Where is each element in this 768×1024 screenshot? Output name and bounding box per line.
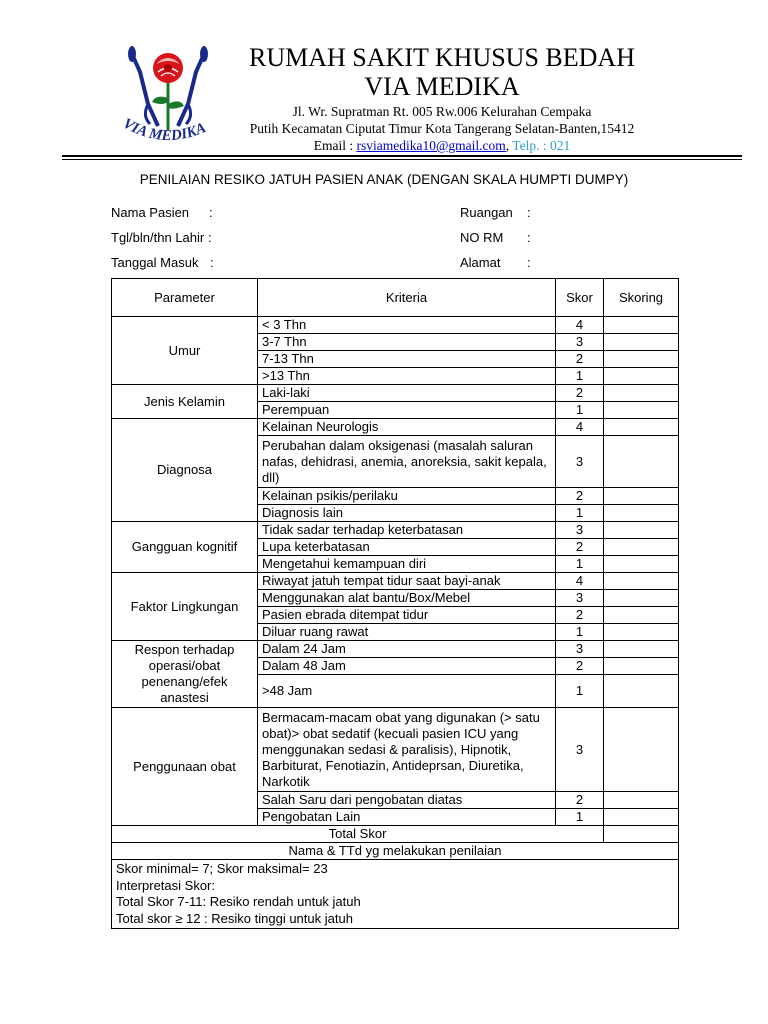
- kriteria-cell: Pasien ebrada ditempat tidur: [258, 607, 556, 624]
- skoring-cell[interactable]: [604, 402, 679, 419]
- kriteria-cell: Diluar ruang rawat: [258, 624, 556, 641]
- hospital-name-line-2: VIA MEDIKA: [364, 72, 520, 101]
- skoring-cell[interactable]: [604, 317, 679, 334]
- skor-cell: 1: [556, 556, 604, 573]
- table-row: [112, 317, 679, 334]
- total-row: [112, 826, 679, 843]
- kriteria-cell: Riwayat jatuh tempat tidur saat bayi-anak: [258, 573, 556, 590]
- field-label: Ruangan: [460, 205, 513, 220]
- kriteria-cell: Mengetahui kemampuan diri: [258, 556, 556, 573]
- skor-cell: 1: [556, 675, 604, 708]
- telephone: Telp. : 021: [512, 138, 571, 153]
- param-penggunaan-obat: Penggunaan obat: [112, 708, 258, 826]
- skor-cell: 3: [556, 334, 604, 351]
- skor-cell: 4: [556, 573, 604, 590]
- kriteria-cell: Dalam 48 Jam: [258, 658, 556, 675]
- email-link[interactable]: rsviamedika10@gmail.com: [356, 138, 506, 153]
- header-divider-thin: [62, 159, 742, 160]
- skor-cell: 3: [556, 436, 604, 488]
- skor-cell: 1: [556, 809, 604, 826]
- skoring-cell[interactable]: [604, 334, 679, 351]
- kriteria-cell: Lupa keterbatasan: [258, 539, 556, 556]
- header-parameter: Parameter: [112, 279, 258, 317]
- skoring-cell[interactable]: [604, 539, 679, 556]
- header-skoring: Skoring: [604, 279, 679, 317]
- skoring-cell[interactable]: [604, 607, 679, 624]
- field-label: Tanggal Masuk: [111, 255, 199, 270]
- skor-cell: 1: [556, 505, 604, 522]
- kriteria-cell: Perempuan: [258, 402, 556, 419]
- skor-cell: 2: [556, 385, 604, 402]
- skor-cell: 3: [556, 522, 604, 539]
- kriteria-cell: Menggunakan alat bantu/Box/Mebel: [258, 590, 556, 607]
- field-nama-pasien: [111, 205, 189, 220]
- contact-separator: ,: [505, 138, 513, 153]
- skor-cell: 4: [556, 317, 604, 334]
- field-colon: :: [527, 230, 531, 245]
- field-label: Alamat: [460, 255, 501, 270]
- skoring-cell[interactable]: [604, 792, 679, 809]
- kriteria-cell: Pengobatan Lain: [258, 809, 556, 826]
- email-label: Email :: [313, 138, 357, 153]
- field-colon: :: [209, 205, 213, 220]
- table-row: [112, 708, 679, 792]
- kriteria-cell: Salah Saru dari pengobatan diatas: [258, 792, 556, 809]
- skor-cell: 2: [556, 792, 604, 809]
- skor-cell: 2: [556, 607, 604, 624]
- kriteria-cell: Dalam 24 Jam: [258, 641, 556, 658]
- skoring-cell[interactable]: [604, 351, 679, 368]
- note-high-risk: Total skor ≥ 12 : Resiko tinggi untuk jatuh: [116, 910, 353, 926]
- signature-row: [112, 843, 679, 860]
- field-tgl-lahir: [111, 230, 204, 245]
- assessment-table: [111, 278, 679, 929]
- param-faktor-lingkungan: Faktor Lingkungan: [112, 573, 258, 641]
- skoring-cell[interactable]: [604, 590, 679, 607]
- notes-cell: [112, 860, 679, 929]
- skor-cell: 2: [556, 488, 604, 505]
- kriteria-cell: 7-13 Thn: [258, 351, 556, 368]
- skoring-cell[interactable]: [604, 675, 679, 708]
- kriteria-cell: < 3 Thn: [258, 317, 556, 334]
- kriteria-cell: Diagnosis lain: [258, 505, 556, 522]
- skoring-cell[interactable]: [604, 385, 679, 402]
- skor-cell: 1: [556, 368, 604, 385]
- table-row: [112, 641, 679, 658]
- header-skor: Skor: [556, 279, 604, 317]
- skor-cell: 1: [556, 402, 604, 419]
- field-alamat: [460, 255, 500, 270]
- note-score-range: Skor minimal= 7; Skor maksimal= 23: [116, 861, 328, 876]
- kriteria-cell: Laki-laki: [258, 385, 556, 402]
- address-line-1: Jl. Wr. Supratman Rt. 005 Rw.006 Kelurahan Cempaka: [292, 104, 592, 119]
- field-label: NO RM: [460, 230, 504, 245]
- field-label: Tgl/bln/thn Lahir: [111, 230, 205, 245]
- hospital-name: RUMAH SAKIT KHUSUS BEDAH: [249, 43, 635, 72]
- logo-text: VIA MEDIKA: [120, 115, 209, 145]
- skoring-cell[interactable]: [604, 488, 679, 505]
- skor-cell: 4: [556, 419, 604, 436]
- signature-label: Nama & TTd yg melakukan penilaian: [112, 843, 679, 860]
- field-ruangan: [460, 205, 513, 220]
- param-gangguan-kognitif: Gangguan kognitif: [112, 522, 258, 573]
- field-label: Nama Pasien: [111, 205, 190, 220]
- total-skor-value[interactable]: [604, 826, 679, 843]
- kriteria-cell: >13 Thn: [258, 368, 556, 385]
- skoring-cell[interactable]: [604, 505, 679, 522]
- skoring-cell[interactable]: [604, 708, 679, 792]
- field-colon: :: [527, 205, 531, 220]
- header-divider: [62, 155, 742, 157]
- skor-cell: 2: [556, 658, 604, 675]
- contact-line: [222, 138, 662, 154]
- skoring-cell[interactable]: [604, 368, 679, 385]
- table-row: [112, 522, 679, 539]
- skoring-cell[interactable]: [604, 556, 679, 573]
- field-colon: :: [527, 255, 531, 270]
- skoring-cell[interactable]: [604, 522, 679, 539]
- skoring-cell[interactable]: [604, 436, 679, 488]
- skoring-cell[interactable]: [604, 641, 679, 658]
- skor-cell: 3: [556, 641, 604, 658]
- kriteria-cell: Bermacam-macam obat yang digunakan (> satu obat)> obat sedatif (kecuali pasien ICU yang menggunakan sedasi & paralisis), Hipnotik, Barbiturat, Fenotiazin, Antideprsan, Diuretika, Narkotik: [258, 708, 556, 792]
- note-interpretation: Interpretasi Skor:: [116, 877, 215, 893]
- kriteria-cell: Perubahan dalam oksigenasi (masalah saluran nafas, dehidrasi, anemia, anoreksia, sakit kepala, dll): [258, 436, 556, 488]
- header-kriteria: Kriteria: [258, 279, 556, 317]
- table-row: [112, 385, 679, 402]
- kriteria-cell: Tidak sadar terhadap keterbatasan: [258, 522, 556, 539]
- skoring-cell[interactable]: [604, 419, 679, 436]
- form-title: PENILAIAN RESIKO JATUH PASIEN ANAK (DENGAN SKALA HUMPTI DUMPY): [139, 172, 629, 187]
- kriteria-cell: Kelainan psikis/perilaku: [258, 488, 556, 505]
- skoring-cell[interactable]: [604, 573, 679, 590]
- field-tanggal-masuk: [111, 255, 198, 270]
- via-medika-logo: [118, 42, 218, 154]
- table-row: [112, 573, 679, 590]
- field-colon: :: [210, 255, 214, 270]
- param-diagnosa: Diagnosa: [112, 419, 258, 522]
- skoring-cell[interactable]: [604, 624, 679, 641]
- skor-cell: 1: [556, 624, 604, 641]
- total-skor-label: Total Skor: [112, 826, 604, 843]
- skor-cell: 3: [556, 708, 604, 792]
- param-jenis-kelamin: Jenis Kelamin: [112, 385, 258, 419]
- skor-cell: 2: [556, 351, 604, 368]
- field-no-rm: [460, 230, 503, 245]
- table-row: [112, 419, 679, 436]
- skor-cell: 2: [556, 539, 604, 556]
- kriteria-cell: Kelainan Neurologis: [258, 419, 556, 436]
- note-low-risk: Total Skor 7-11: Resiko rendah untuk jatuh: [116, 894, 361, 909]
- table-header-row: [112, 279, 679, 317]
- skoring-cell[interactable]: [604, 809, 679, 826]
- param-respon-operasi: Respon terhadap operasi/obat penenang/efek anastesi: [112, 641, 258, 708]
- skoring-cell[interactable]: [604, 658, 679, 675]
- skor-cell: 3: [556, 590, 604, 607]
- notes-row: [112, 860, 679, 929]
- svg-text:VIA MEDIKA: [120, 116, 208, 145]
- kriteria-cell: 3-7 Thn: [258, 334, 556, 351]
- param-umur: Umur: [112, 317, 258, 385]
- address-line-2: Putih Kecamatan Ciputat Timur Kota Tangerang Selatan-Banten,15412: [249, 121, 635, 136]
- kriteria-cell: >48 Jam: [258, 675, 556, 708]
- field-colon: :: [208, 230, 212, 245]
